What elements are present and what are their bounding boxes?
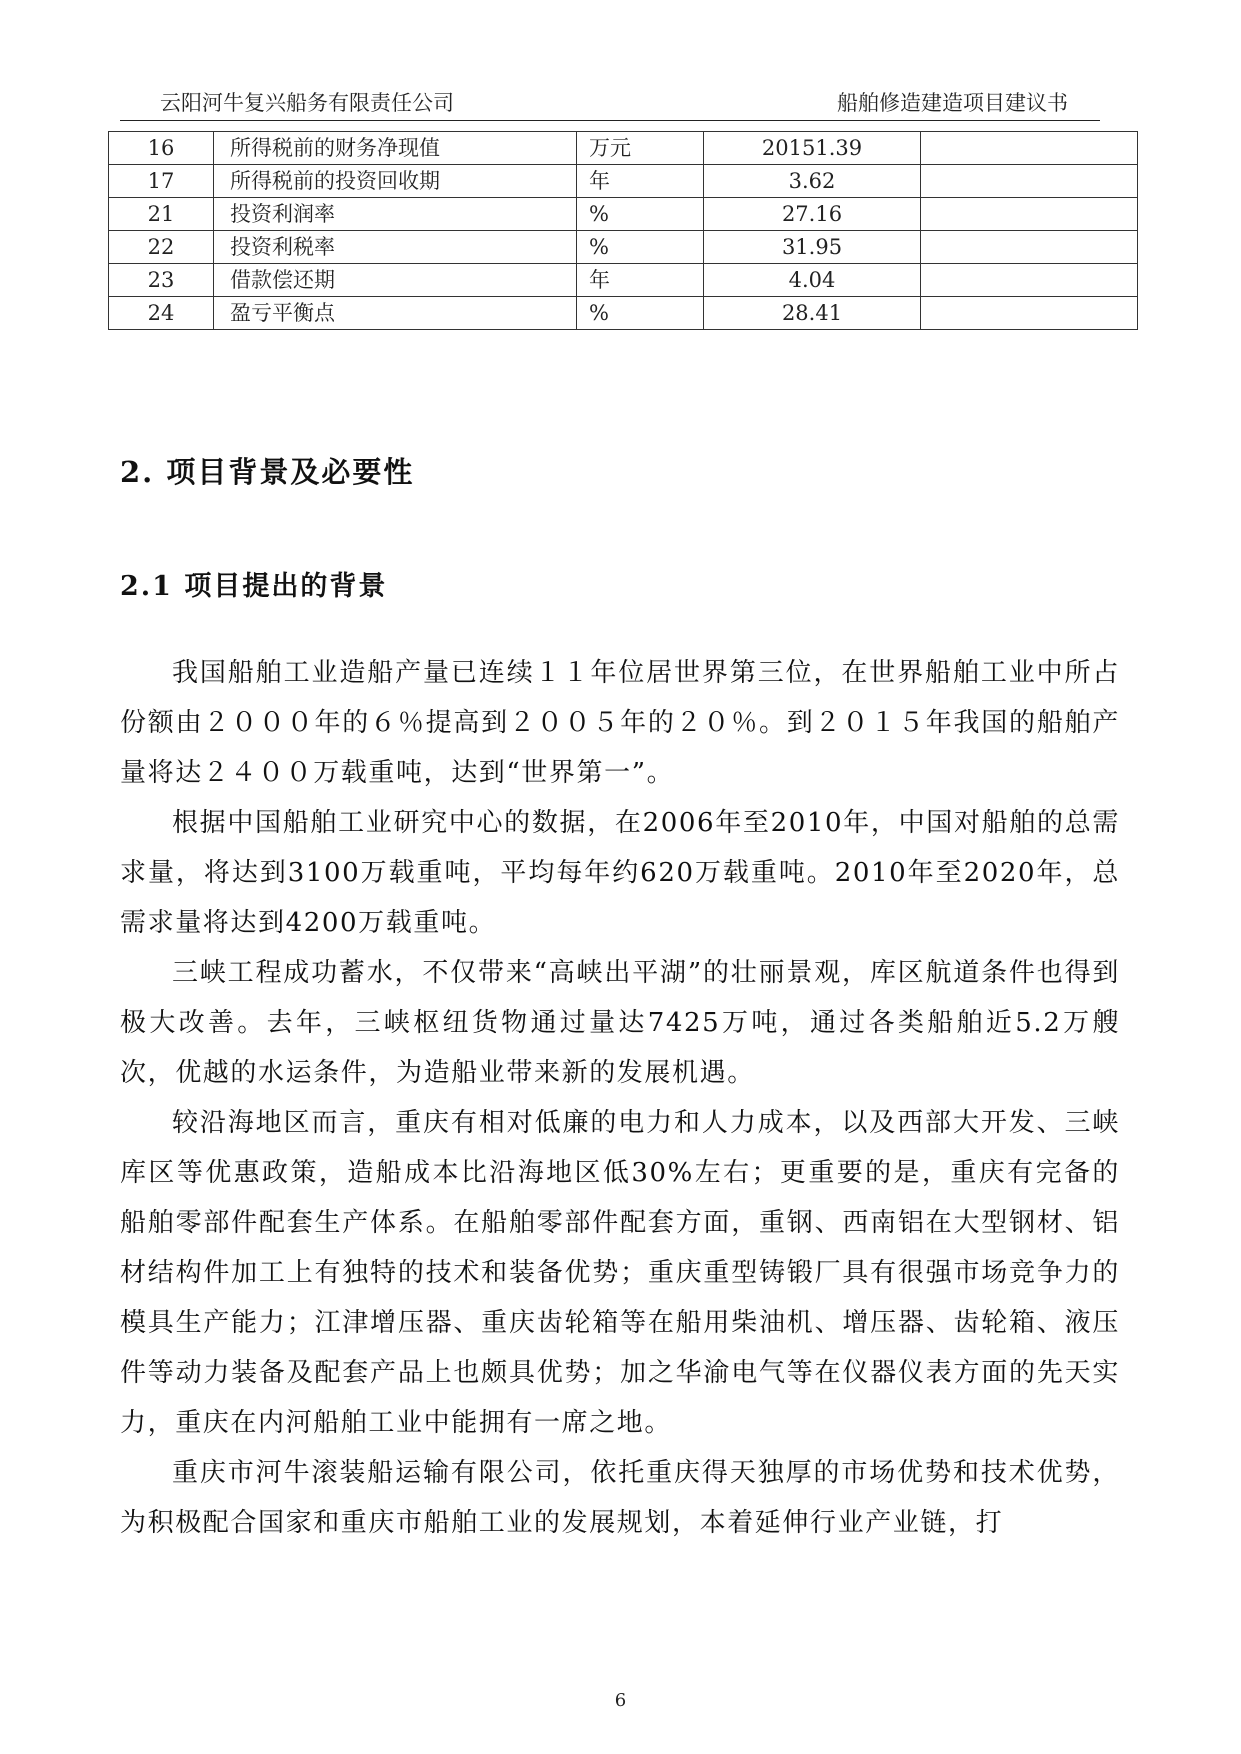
metric-unit: 年 [577, 264, 704, 297]
body-text [120, 648, 1120, 1548]
metric-value: 20151.39 [704, 132, 921, 165]
paragraph: 根据中国船舶工业研究中心的数据，在2006年至2010年，中国对船舶的总需求量，将达到3100万载重吨，平均每年约620万载重吨。2010年至2020年，总需求量将达到4200万载重吨。 [120, 808, 1120, 938]
metric-note [921, 132, 1138, 165]
header-doc-title: 船舶修造建造项目建议书 [837, 91, 1068, 115]
table-row [109, 264, 1138, 297]
row-number: 17 [109, 165, 214, 198]
metric-name: 借款偿还期 [214, 264, 577, 297]
metric-note [921, 165, 1138, 198]
table-row [109, 198, 1138, 231]
metric-name: 盈亏平衡点 [214, 297, 577, 330]
metric-unit: % [577, 198, 704, 231]
metric-value: 3.62 [704, 165, 921, 198]
metric-unit: % [577, 231, 704, 264]
metric-unit: 万元 [577, 132, 704, 165]
metric-value: 27.16 [704, 198, 921, 231]
metric-value: 4.04 [704, 264, 921, 297]
section-heading: 2. 项目背景及必要性 [120, 455, 415, 489]
page-number: 6 [614, 1690, 627, 1711]
paragraph: 三峡工程成功蓄水，不仅带来“高峡出平湖”的壮丽景观，库区航道条件也得到极大改善。去年，三峡枢纽货物通过量达7425万吨，通过各类船舶近5.2万艘次，优越的水运条件，为造船业带来新的发展机遇。 [120, 958, 1120, 1088]
financial-metrics-table [108, 131, 1138, 330]
row-number: 22 [109, 231, 214, 264]
table-row [109, 132, 1138, 165]
subsection-heading: 2.1 项目提出的背景 [120, 571, 388, 602]
paragraph: 重庆市河牛滚装船运输有限公司，依托重庆得天独厚的市场优势和技术优势，为积极配合国家和重庆市船舶工业的发展规划，本着延伸行业产业链，打 [120, 1458, 1120, 1538]
paragraph: 较沿海地区而言，重庆有相对低廉的电力和人力成本，以及西部大开发、三峡库区等优惠政策，造船成本比沿海地区低30%左右；更重要的是，重庆有完备的船舶零部件配套生产体系。在船舶零部件配套方面，重钢、西南铝在大型钢材、铝材结构件加工上有独特的技术和装备优势；重庆重型铸锻厂具有很强市场竞争力的模具生产能力；江津增压器、重庆齿轮箱等在船用柴油机、增压器、齿轮箱、液压件等动力装备及配套产品上也颇具优势；加之华渝电气等在仪器仪表方面的先天实力，重庆在内河船舶工业中能拥有一席之地。 [120, 1108, 1120, 1438]
page-header [120, 90, 1100, 121]
metric-value: 31.95 [704, 231, 921, 264]
row-number: 16 [109, 132, 214, 165]
paragraph: 我国船舶工业造船产量已连续１１年位居世界第三位，在世界船舶工业中所占份额由２０００年的６％提高到２００５年的２０％。到２０１５年我国的船舶产量将达２４００万载重吨，达到“世界第一”。 [120, 658, 1120, 788]
metric-unit: % [577, 297, 704, 330]
metric-note [921, 198, 1138, 231]
metric-name: 投资利润率 [214, 198, 577, 231]
header-company: 云阳河牛复兴船务有限责任公司 [160, 91, 454, 115]
table-row [109, 297, 1138, 330]
metric-name: 所得税前的投资回收期 [214, 165, 577, 198]
row-number: 21 [109, 198, 214, 231]
metric-note [921, 297, 1138, 330]
table-row [109, 165, 1138, 198]
metric-note [921, 264, 1138, 297]
row-number: 23 [109, 264, 214, 297]
metric-name: 投资利税率 [214, 231, 577, 264]
metric-unit: 年 [577, 165, 704, 198]
table-row [109, 231, 1138, 264]
metric-value: 28.41 [704, 297, 921, 330]
row-number: 24 [109, 297, 214, 330]
metric-name: 所得税前的财务净现值 [214, 132, 577, 165]
metric-note [921, 231, 1138, 264]
